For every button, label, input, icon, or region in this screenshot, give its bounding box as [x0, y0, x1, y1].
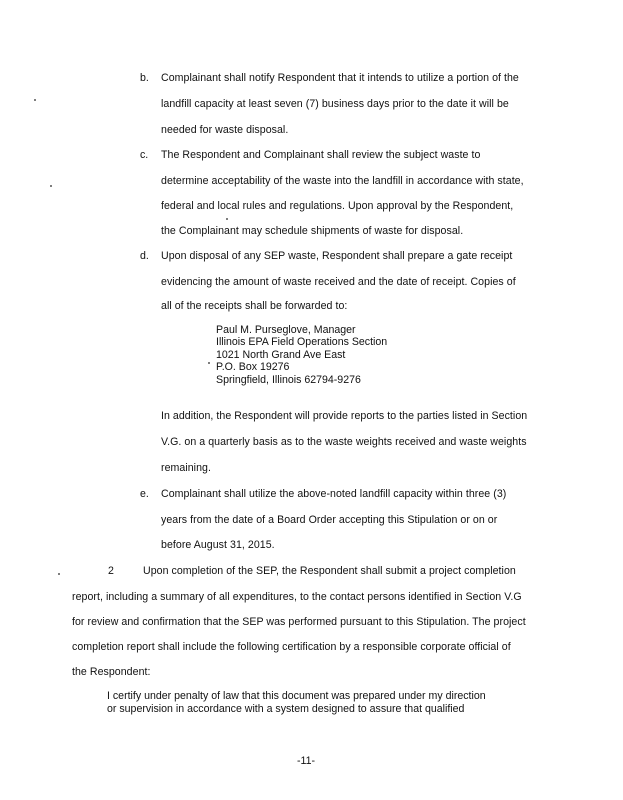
address-org: Illinois EPA Field Operations Section: [216, 336, 388, 349]
address-city: Springfield, Illinois 62794-9276: [216, 373, 361, 386]
scan-speck: [208, 362, 210, 364]
item-c-line-1: The Respondent and Complainant shall review the subject waste to: [161, 149, 481, 161]
item-d-marker: d.: [140, 250, 149, 262]
section-2-line-3: for review and confirmation that the SEP was performed pursuant to this Stipulation. The project: [72, 616, 526, 628]
certification-line-2: or supervision in accordance with a system designed to assure that qualified: [107, 703, 465, 715]
page-number: -11-: [297, 755, 316, 767]
item-c-line-4: the Complainant may schedule shipments of waste for disposal.: [161, 225, 464, 237]
item-b-line-1: Complainant shall notify Respondent that it intends to utilize a portion of the: [161, 72, 519, 84]
item-e-line-3: before August 31, 2015.: [161, 539, 275, 551]
section-2-line-1: Upon completion of the SEP, the Respondent shall submit a project completion: [143, 565, 516, 577]
section-2-number: 2: [108, 565, 114, 577]
scan-speck: [58, 573, 60, 575]
item-d-line-3: all of the receipts shall be forwarded to:: [161, 300, 348, 312]
section-2-line-2: report, including a summary of all expenditures, to the contact persons identified in Section V.G: [72, 591, 522, 603]
item-b-marker: b.: [140, 72, 149, 84]
item-e-marker: e.: [140, 488, 149, 500]
item-c-line-2: determine acceptability of the waste into the landfill in accordance with state,: [161, 175, 524, 187]
item-b-line-3: needed for waste disposal.: [161, 124, 289, 136]
item-e-line-2: years from the date of a Board Order accepting this Stipulation or on or: [161, 514, 498, 526]
address-street: 1021 North Grand Ave East: [216, 348, 346, 361]
address-block: [216, 324, 387, 386]
certification-line-1: I certify under penalty of law that this document was prepared under my direction: [107, 690, 486, 702]
scan-speck: [34, 99, 36, 101]
item-c-line-3: federal and local rules and regulations. Upon approval by the Respondent,: [161, 200, 514, 212]
item-d-after-line-1: In addition, the Respondent will provide reports to the parties listed in Section: [161, 410, 528, 422]
item-d-line-1: Upon disposal of any SEP waste, Respondent shall prepare a gate receipt: [161, 250, 513, 262]
address-name: Paul M. Purseglove, Manager: [216, 324, 356, 336]
certification-block: [107, 690, 486, 716]
address-pobox: P.O. Box 19276: [216, 361, 290, 374]
scan-speck: [50, 185, 52, 187]
item-c-marker: c.: [140, 149, 149, 161]
section-2-line-5: the Respondent:: [72, 666, 151, 678]
item-e-line-1: Complainant shall utilize the above-noted landfill capacity within three (3): [161, 488, 507, 500]
section-2-line-4: completion report shall include the following certification by a responsible corporate official of: [72, 641, 511, 653]
item-b-line-2: landfill capacity at least seven (7) business days prior to the date it will be: [161, 98, 509, 110]
item-d-after-line-2: V.G. on a quarterly basis as to the waste weights received and waste weights: [161, 436, 527, 448]
item-d-line-2: evidencing the amount of waste received and the date of receipt. Copies of: [161, 276, 516, 288]
item-d-after-line-3: remaining.: [161, 462, 211, 474]
scan-speck: [226, 218, 228, 220]
